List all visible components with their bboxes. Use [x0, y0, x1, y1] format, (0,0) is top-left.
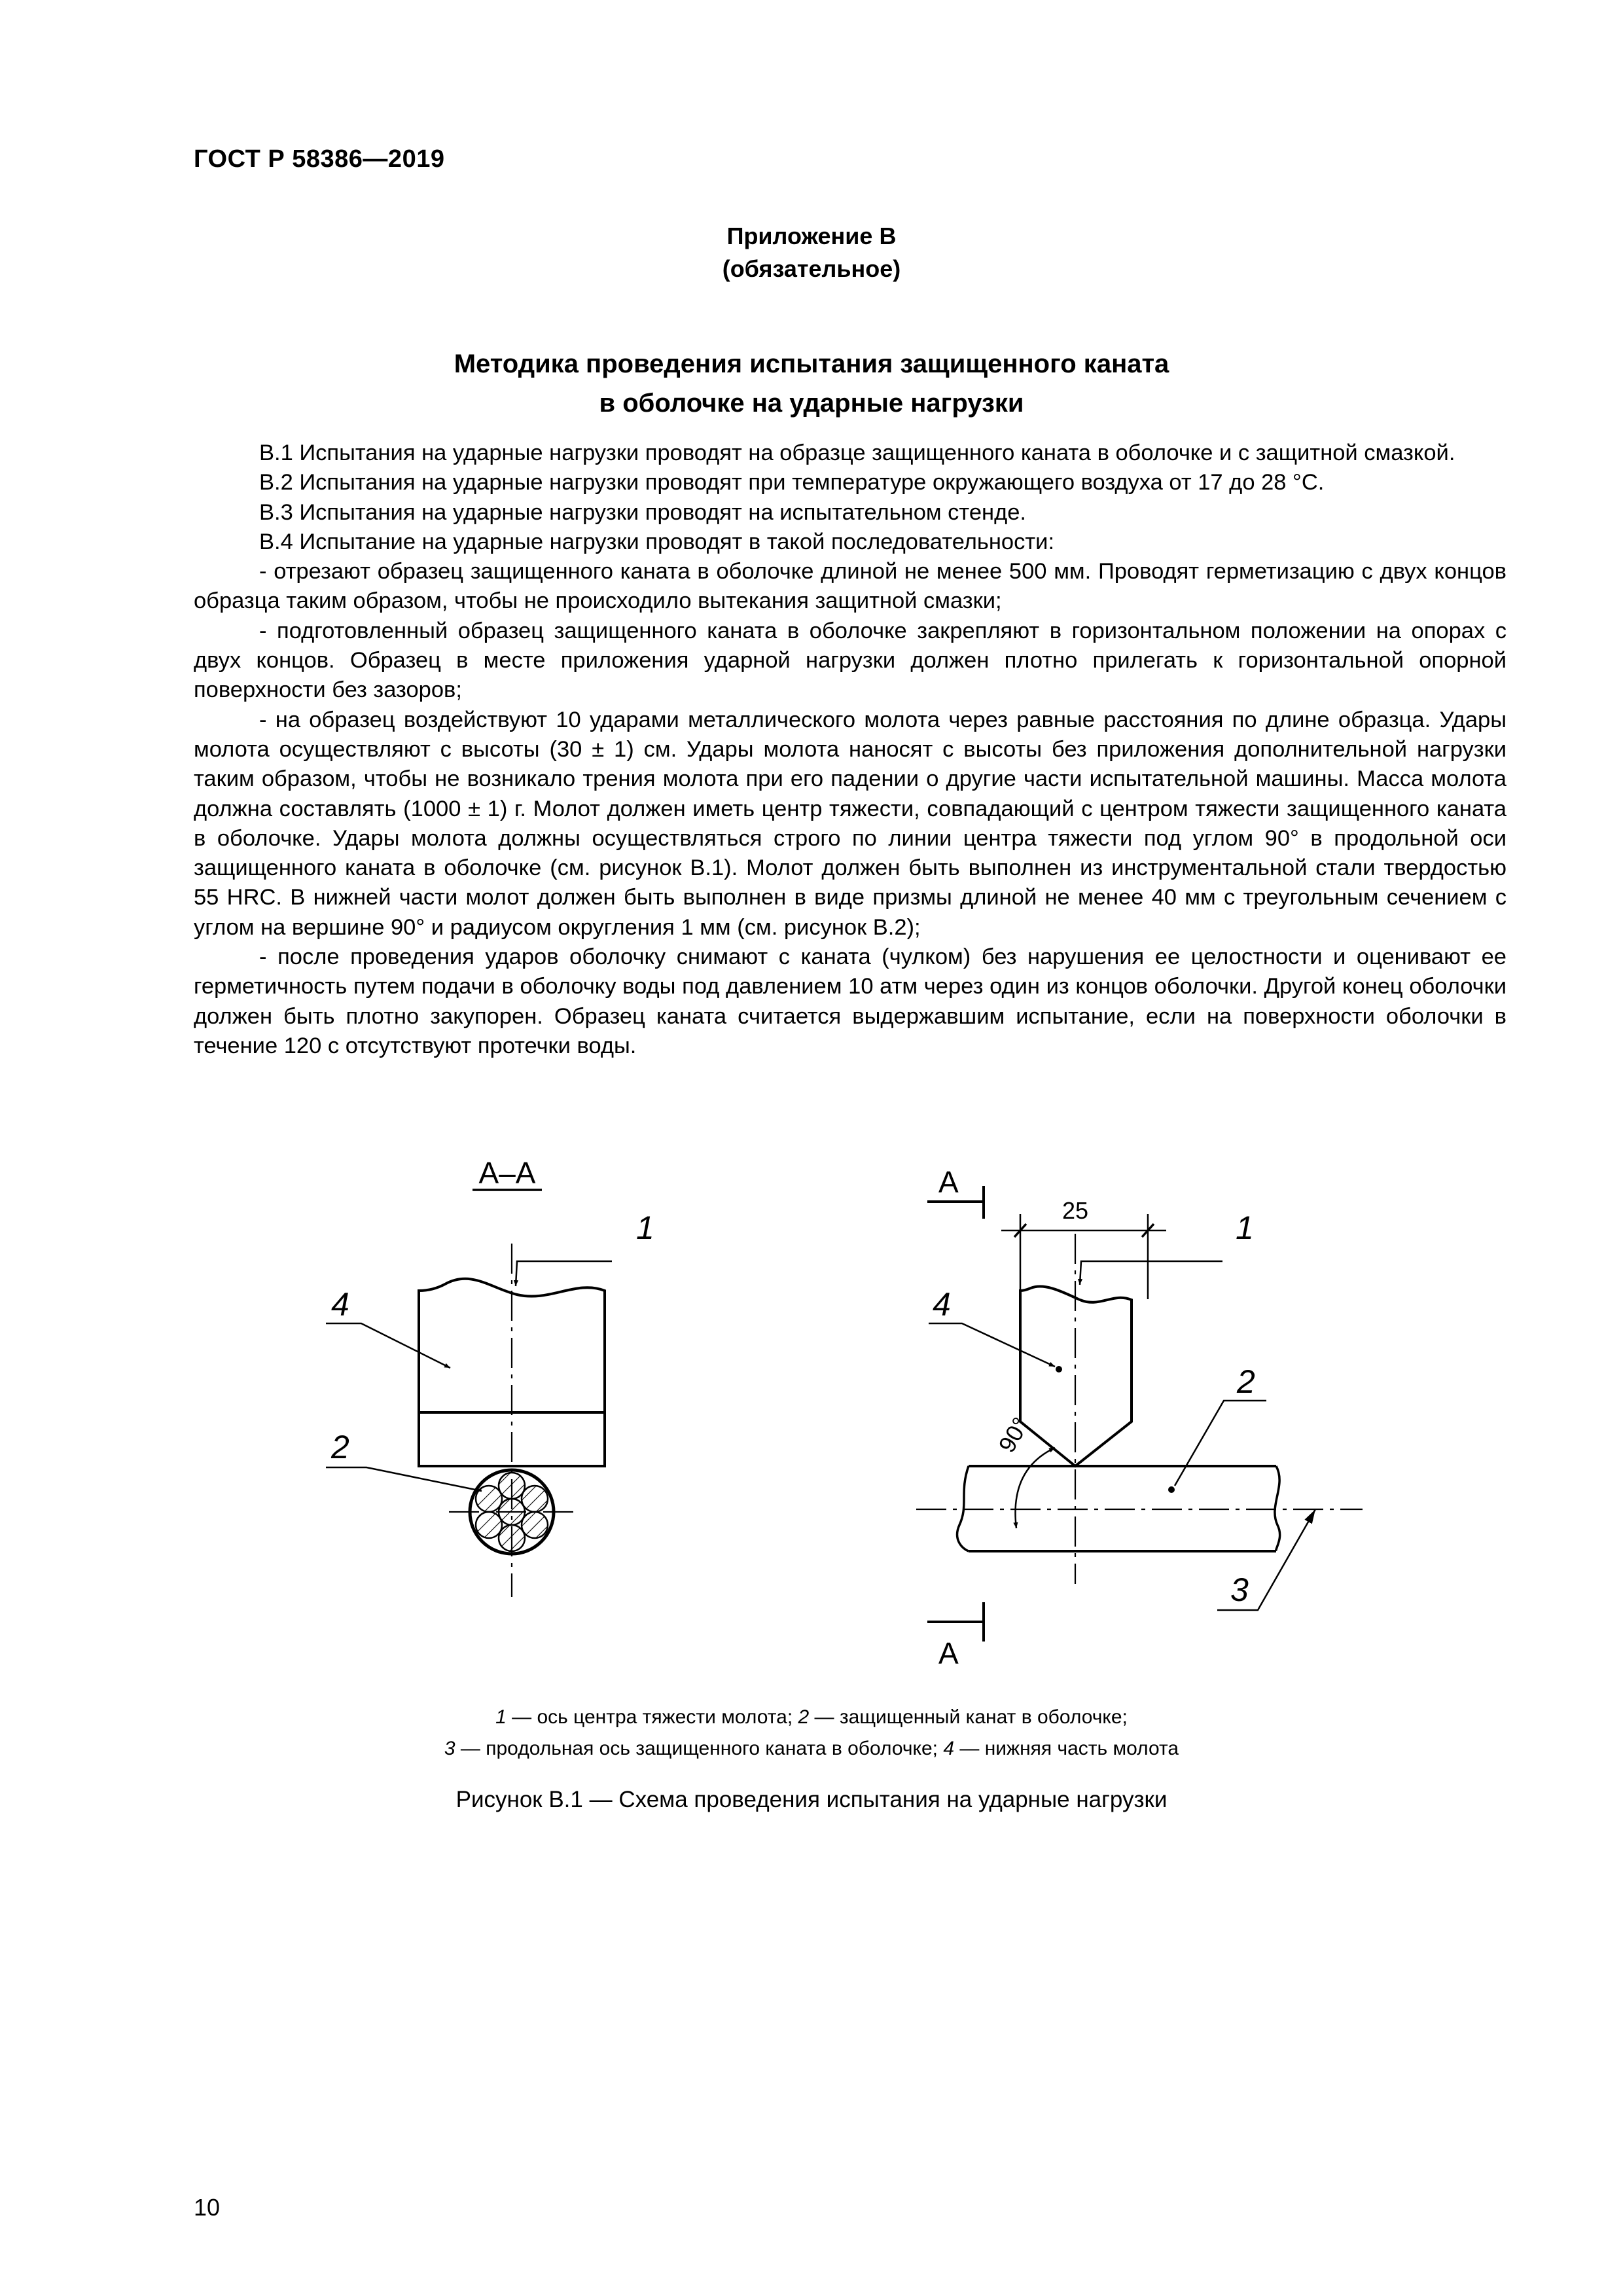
- section-title-line-2: в оболочке на ударные нагрузки: [599, 389, 1024, 418]
- figure-b1-drawing: [0, 1139, 1623, 1715]
- section-view-a-a: [326, 1156, 654, 1597]
- callout-1: 1: [636, 1210, 654, 1246]
- figure-legend: [0, 1702, 1623, 1765]
- list-item-tightness-check: - после проведения ударов оболочку снимают с каната (чулком) без нарушения ее целостности и оценивают ее герметичность путем подачи в оболочку воды под давлением 10 атм через один из концов оболочки. Другой конец оболочки должен быть плотно закупорен. Образец каната считается выдержавшим испытание, если на поверхности оболочки в течение 120 с отсутствуют протечки воды.: [194, 944, 1507, 1058]
- figure-b1: [0, 1139, 1623, 1715]
- callout-4-leader: [326, 1323, 450, 1368]
- callout-2: 2: [331, 1429, 349, 1465]
- legend-text-1: — ось центра тяжести молота;: [506, 1706, 798, 1728]
- paragraph-b3: В.3 Испытания на ударные нагрузки проводят на испытательном стенде.: [259, 499, 1026, 525]
- document-code: ГОСТ Р 58386—2019: [194, 145, 445, 173]
- cut-label-top: А: [938, 1165, 959, 1199]
- paragraph-b4: В.4 Испытание на ударные нагрузки проводят в такой последовательности:: [259, 529, 1055, 554]
- appendix-heading: [0, 220, 1623, 285]
- appendix-title: Приложение В: [726, 223, 897, 249]
- callout-4: 4: [331, 1286, 349, 1323]
- angle-arc: [1016, 1448, 1055, 1528]
- legend-text-3: — продольная ось защищенного каната в оболочке;: [455, 1738, 944, 1759]
- legend-line-2: [0, 1733, 1623, 1765]
- paragraph-b2: В.2 Испытания на ударные нагрузки проводят при температуре окружающего воздуха от 17 до 28 °С.: [259, 470, 1325, 495]
- legend-text-4: — нижняя часть молота: [954, 1738, 1179, 1759]
- list-item-cut-sample: - отрезают образец защищенного каната в оболочке длиной не менее 500 мм. Проводят герметизацию с двух концов образца таким образом, чтобы не происходило вытекания защитной смазки;: [194, 559, 1507, 614]
- legend-number-4: 4: [943, 1738, 955, 1759]
- rope-center-dot: [1168, 1486, 1175, 1493]
- callout-4-side: 4: [933, 1286, 951, 1323]
- page-number: 10: [194, 2194, 221, 2221]
- angle-value: 90°: [993, 1412, 1035, 1457]
- callout-2-side: 2: [1237, 1363, 1255, 1400]
- dimension-value: 25: [1061, 1197, 1089, 1224]
- list-item-fix-sample: - подготовленный образец защищенного каната в оболочке закрепляют в горизонтальном положении на опорах с двух концов. Образец в месте приложения ударной нагрузки должен плотно прилегать к горизонтальной опорной поверхности без зазоров;: [194, 618, 1507, 703]
- section-title: [0, 344, 1623, 423]
- legend-number-3: 3: [444, 1738, 455, 1759]
- callout-4-side-leader: [929, 1323, 1055, 1367]
- cut-label-bottom: А: [938, 1636, 959, 1670]
- section-label: А–А: [478, 1156, 536, 1190]
- appendix-status: (обязательное): [722, 255, 901, 282]
- callout-2-leader: [326, 1467, 482, 1491]
- body-text: [194, 439, 1507, 1061]
- callout-2-side-leader: [1175, 1401, 1266, 1486]
- callout-1-side: 1: [1236, 1210, 1254, 1246]
- paragraph-b1: В.1 Испытания на ударные нагрузки проводят на образце защищенного каната в оболочке и с защитной смазкой.: [259, 440, 1455, 465]
- callout-1-leader: [516, 1261, 612, 1286]
- legend-line-1: [0, 1702, 1623, 1733]
- section-title-line-1: Методика проведения испытания защищенного каната: [454, 350, 1169, 378]
- legend-number-1: 1: [495, 1706, 507, 1728]
- hammer-center-dot: [1056, 1366, 1062, 1372]
- figure-caption: Рисунок В.1 — Схема проведения испытания на ударные нагрузки: [455, 1787, 1168, 1812]
- legend-text-2: — защищенный канат в оболочке;: [809, 1706, 1128, 1728]
- list-item-impact: - на образец воздействуют 10 ударами металлического молота через равные расстояния по длине образца. Удары молота осуществляют с высоты (30 ± 1) см. Удары молота наносят с высоты без приложения дополнительной нагрузки таким образом, чтобы не возникало трения молота при его падении о другие части испытательной машины. Масса молота должна составлять (1000 ± 1) г. Молот должен иметь центр тяжести, совпадающий с центром тяжести защищенного каната в оболочке. Удары молота должны осуществляться строго по линии центра тяжести под углом 90° в продольной оси защищенного каната в оболочке (см. рисунок В.1). Молот должен быть выполнен из инструментальной стали твердостью 55 HRC. В нижней части молот должен быть выполнен в виде призмы длиной не менее 40 мм с треугольным сечением с углом на вершине 90° и радиусом округления 1 мм (см. рисунок В.2);: [194, 707, 1507, 940]
- callout-3: 3: [1230, 1571, 1249, 1608]
- side-view: [916, 1165, 1363, 1670]
- callout-1-side-leader: [1080, 1261, 1222, 1285]
- legend-number-2: 2: [798, 1706, 810, 1728]
